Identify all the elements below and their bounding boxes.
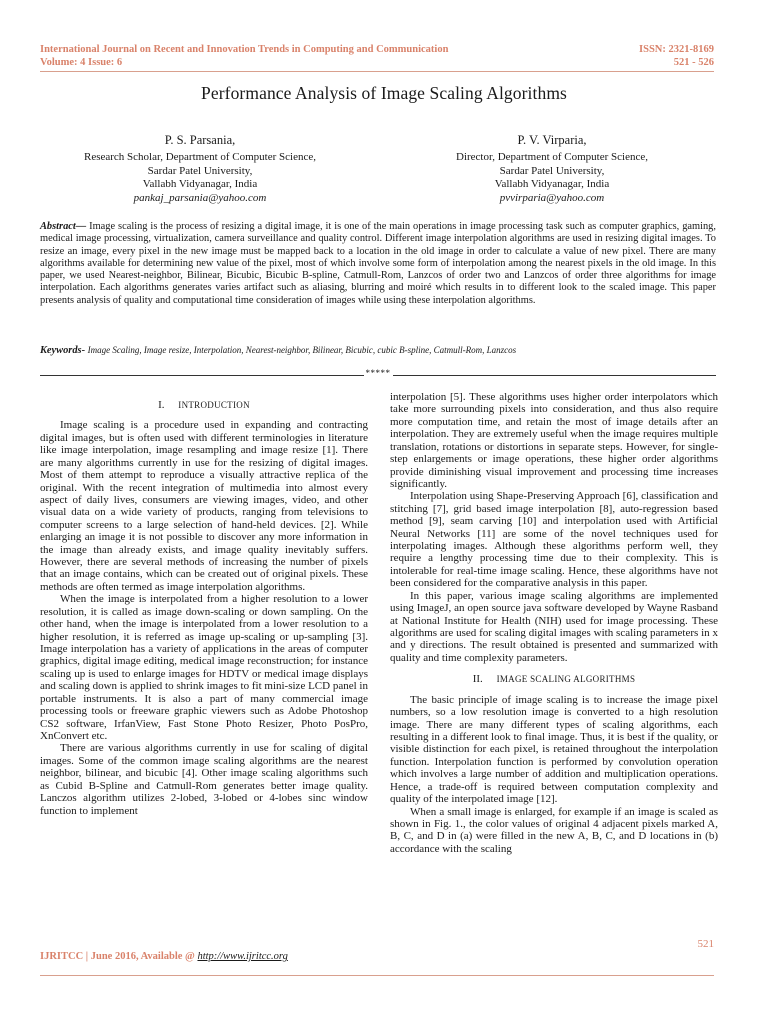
paragraph: Image scaling is a procedure used in expanding and contracting digital images, but is often used with different terminologies in literature like image interpolation, image resampling and image resize [1]. There are many algorithms currently in use for the resizing of digital images. Most of them attempt to reproduce a visually attractive replica of the original. With the recent integration of multimedia into almost every aspect of daily lives, consumers are viewing images, video, and other visual data on a wide variety of products, ranging from televisions to computer screens to a large selection of hand-held devices. [2]. While enlarging an image it is not possible to discover any more information in the image than already exists, and image quality inevitably suffers. However, there are several methods of increasing the number of pixels that an image contains, which can be created out of original pixels. These methods are often termed as image interpolation algorithms. (40, 419, 368, 593)
footer-rule (40, 975, 714, 976)
section-title: IMAGE SCALING ALGORITHMS (496, 674, 636, 685)
left-column (40, 399, 368, 817)
author-affiliation: Sardar Patel University, (499, 164, 605, 177)
abstract-text: Image scaling is the process of resizing a digital image, it is one of the main operations in image processing task such as computer graphics, gaming, medical image processing, virtualization, camera surveillance and quality control. Different image interpolation algorithms are used in resizing digital images. To resize an image, every pixel in the new image must be mapped back to a location in the old image in order to calculate a value of new pixel. There are many algorithms available for determining new value of the pixel, most of which involve some form of interpolation among the nearest pixels in the old image. In this paper, we used Nearest-neighbor, Bilinear, Bicubic, Bicubic B-spline, Catmull-Rom, Lanzcos of order two and Lanzcos of order three algorithms for image interpolation. Each algorithms generates varies artifact such as aliasing, blurring and moiré which results in to different look to the scaled image. This paper presents analysis of quality and computational time consideration of images while using these interpolation algorithms. (40, 221, 716, 306)
paragraph: The basic principle of image scaling is to increase the image pixel numbers, so a low resolution image is converted to a high resolution image. There are many different types of scaling algorithms, each resulting in a different look to final image. Thus, it is best if the quality, or visible distinction for each pixel, is retained throughout the interpolation function. Interpolation function is performed by convolution operation which involves a large number of addition and multiplication operations. Hence, a trade-off is required between computation complexity and quality of the interpolated image [12]. (390, 693, 718, 806)
author-affiliation: Vallabh Vidyanagar, India (494, 178, 610, 191)
paragraph: interpolation [5]. These algorithms uses higher order interpolators which take more surrounding pixels into consideration, and thus also require more computation time, and retain the most of image details after an interpolation. They are extremely useful when the image requires multiple translation, rotations or distortions in separate steps. However, for single-step enlargements or image operations, these higher order algorithms provide diminishing visual improvement and processing time increases significantly. (390, 391, 718, 490)
author-block-1 (40, 134, 360, 205)
section-number: I. (158, 399, 165, 411)
abstract-label: Abstract— (40, 221, 87, 232)
paragraph: When the image is interpolated from a higher resolution to a lower resolution, it is called as image down-scaling or down sampling. On the other hand, when the image is interpolated from a lower resolution to a higher resolution, it is referred as image up-scaling or up-sampling [3]. Image interpolation has a variety of applications in the areas of computer graphics, digital image editing, medical image reconstruction; for instance scaling up is used to enlarge images for HDTV or medical image displays and scaling down is applied to shrink images to fit mini-size LCD panel in portable instruments. It is also a part of many commercial image processing tools or freeware graphic viewers such as Adobe Photoshop CS2 software, IrfanView, Fast Stone Photo Resizer, Photo PosPro, XnConvert etc. (40, 593, 368, 742)
author-email: pvvirparia@yahoo.com (499, 191, 605, 204)
journal-issn: ISSN: 2321-8169 (639, 44, 714, 55)
section-heading (390, 673, 718, 685)
keywords-text: Image Scaling, Image resize, Interpolation, Nearest-neighbor, Bilinear, Bicubic, cubic B-spline, Catmull-Rom, Lanzcos (87, 345, 517, 355)
author-affiliation: Sardar Patel University, (147, 164, 253, 177)
paragraph: In this paper, various image scaling algorithms are implemented using ImageJ, an open source java software developed by Wayne Rasband at National Institute for Health (NIH) used for image processing. These algorithms are used for scaling digital images with scaling parameters in x and y directions. The result obtained is presented and summarized with quality and time complexity parameters. (390, 589, 718, 664)
section-title: INTRODUCTION (178, 400, 250, 410)
section-divider (40, 366, 716, 380)
header-rule (40, 71, 714, 72)
author-email: pankaj_parsania@yahoo.com (133, 191, 267, 204)
footer (40, 951, 288, 962)
author-name: P. V. Virparia, (517, 133, 587, 147)
right-column (390, 391, 718, 855)
journal-issn-block (639, 43, 714, 69)
paragraph: Interpolation using Shape-Preserving Approach [6], classification and stitching [7], grid based image interpolation [8], auto-regression based method [9], seam carving [10] and interpolation used with Artificial Neural Networks [11] are some of the novel techniques used for interpolating images. Although these algorithms perform well, they require a lengthy processing time due to their complexity. This is intolerable for real-time image scaling. Hence, these algorithms have not been considered for the comparative analysis in this paper. (390, 490, 718, 590)
journal-header (40, 43, 448, 69)
paper-title: Performance Analysis of Image Scaling Algorithms (201, 83, 567, 103)
journal-volume: Volume: 4 Issue: 6 (40, 57, 123, 68)
paragraph: When a small image is enlarged, for example if an image is scaled as shown in Fig. 1., the color values of original 4 adjacent pixels marked A, B, C, and D in (a) were filled in the new A, B, C, and D locations in (b) accordance with the scaling (390, 805, 718, 855)
author-affiliation: Director, Department of Computer Science, (456, 151, 648, 164)
journal-name: International Journal on Recent and Innovation Trends in Computing and Communication (40, 44, 449, 55)
divider-line (393, 375, 717, 376)
author-name: P. S. Parsania, (164, 133, 236, 147)
keywords (40, 344, 716, 357)
author-affiliation: Vallabh Vidyanagar, India (142, 178, 258, 191)
author-affiliation: Research Scholar, Department of Computer Science, (83, 151, 316, 164)
footer-text: IJRITCC | June 2016, Available @ (40, 951, 195, 962)
divider-stars: ***** (365, 368, 391, 378)
section-number: II. (472, 673, 483, 686)
abstract (40, 221, 716, 307)
divider-line (40, 375, 364, 376)
page-number: 521 (697, 938, 714, 950)
author-block-2 (392, 134, 712, 205)
journal-pages: 521 - 526 (673, 57, 714, 68)
footer-link[interactable]: http://www.ijritcc.org (197, 951, 288, 962)
paragraph: There are various algorithms currently in use for scaling of digital images. Some of the common image scaling algorithms are the nearest neighbor, bilinear, and bicubic [4]. Other image scaling algorithms such as Cubid B-Spline and Catmull-Rom generates better image quality. Lanczos algorithm utilizes 2-lobed, 3-lobed or 4-lobes sinc window function to implement (40, 742, 368, 817)
section-heading (40, 399, 368, 411)
keywords-label: Keywords- (40, 345, 86, 356)
